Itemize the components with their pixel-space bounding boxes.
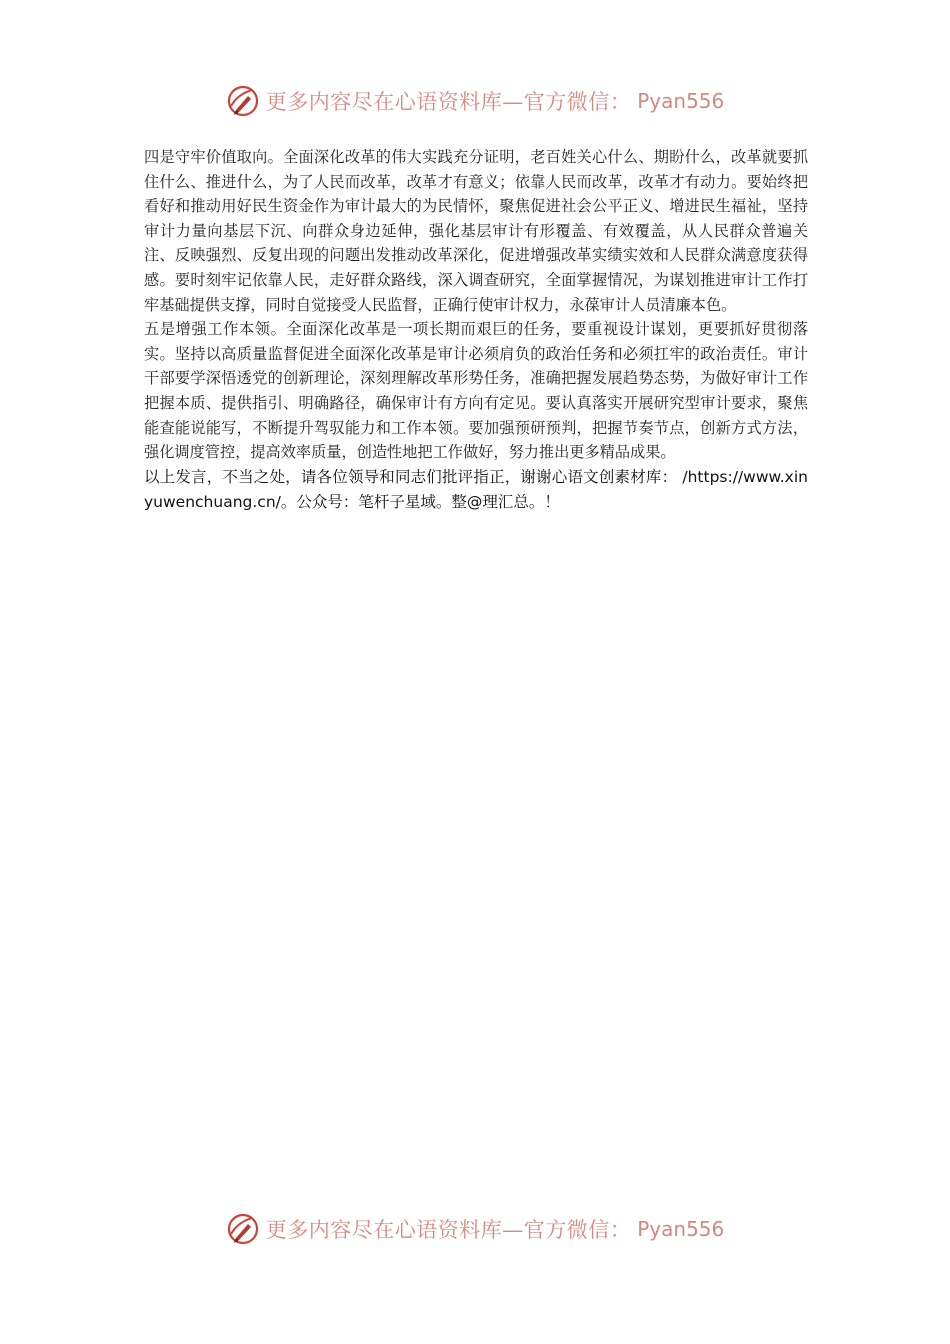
footer-banner <box>0 1212 950 1246</box>
footer-banner-text: 更多内容尽在心语资料库—官方微信： <box>265 1218 632 1242</box>
pen-circle-icon <box>226 1212 260 1246</box>
paragraph-five: 五是增强工作本领。全面深化改革是一项长期而艰巨的任务，要重视设计谋划，更要抓好贯彻落实。坚持以高质量监督促进全面深化改革是审计必须肩负的政治任务和必须扛牢的政治责任。审计干部要学深悟透党的创新理论，深刻理解改革形势任务，准确把握发展趋势态势，为做好审计工作把握本质、提供指引、明确路径，确保审计有方向有定见。要认真落实开展研究型审计要求，聚焦能查能说能写，不断提升驾驭能力和工作本领。要加强预研预判，把握节奏节点，创新方式方法，强化调度管控，提高效率质量，创造性地把工作做好，努力推出更多精品成果。 <box>144 320 808 462</box>
document-body <box>144 145 808 514</box>
header-banner <box>0 84 950 118</box>
header-banner-text: 更多内容尽在心语资料库—官方微信： <box>265 90 632 114</box>
closing-remarks: 以上发言，不当之处，请各位领导和同志们批评指正，谢谢心语文创素材库： /https://www.xinyuwenchuang.cn/。公众号：笔杆子星域。整@理汇总。！ <box>144 467 808 511</box>
header-wechat-id: Pyan556 <box>637 89 725 113</box>
footer-wechat-id: Pyan556 <box>637 1217 725 1241</box>
paragraph-four: 四是守牢价值取向。全面深化改革的伟大实践充分证明，老百姓关心什么、期盼什么，改革就要抓住什么、推进什么，为了人民而改革，改革才有意义；依靠人民而改革，改革才有动力。要始终把看好和推动用好民生资金作为审计最大的为民情怀，聚焦促进社会公平正义、增进民生福祉，坚持审计力量向基层下沉、向群众身边延伸，强化基层审计有形覆盖、有效覆盖，从人民群众普遍关注、反映强烈、反复出现的问题出发推动改革深化，促进增强改革实绩实效和人民群众满意度获得感。要时刻牢记依靠人民，走好群众路线，深入调查研究，全面掌握情况，为谋划推进审计工作打牢基础提供支撑，同时自觉接受人民监督，正确行使审计权力，永葆审计人员清廉本色。 <box>144 148 808 314</box>
pen-circle-icon <box>226 84 260 118</box>
